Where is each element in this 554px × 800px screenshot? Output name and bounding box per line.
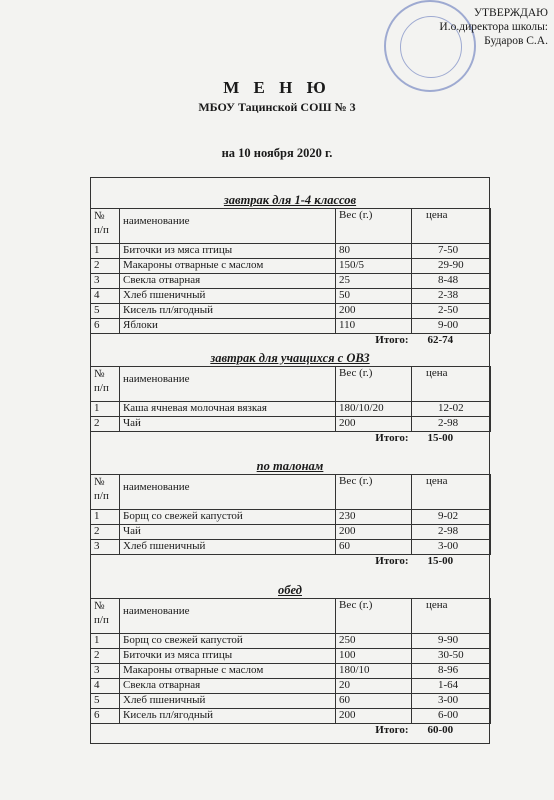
- row-price: 2-98: [412, 525, 491, 540]
- row-dish: Биточки из мяса птицы: [120, 244, 336, 259]
- row-dish: Чай: [120, 525, 336, 540]
- header-num-line: п/п: [94, 614, 109, 626]
- row-num: 2: [91, 417, 120, 432]
- header-price: цена: [412, 367, 491, 402]
- row-dish: Свекла отварная: [120, 274, 336, 289]
- header-name: наименование: [120, 209, 336, 244]
- row-dish: Яблоки: [120, 319, 336, 334]
- row-price: 9-90: [412, 634, 491, 649]
- header-num-line: п/п: [94, 224, 109, 236]
- table-row: [91, 289, 491, 304]
- row-weight: 60: [336, 540, 412, 555]
- row-num: 2: [91, 525, 120, 540]
- row-dish: Кисель пл/ягодный: [120, 304, 336, 319]
- menu-table: [90, 366, 491, 446]
- total-row: [91, 334, 491, 349]
- table-row: [91, 510, 491, 525]
- header-weight: Вес (г.): [336, 599, 412, 634]
- row-dish: Чай: [120, 417, 336, 432]
- table-row: [91, 244, 491, 259]
- row-num: 2: [91, 649, 120, 664]
- row-weight: 100: [336, 649, 412, 664]
- header-name: наименование: [120, 367, 336, 402]
- table-header-row: [91, 209, 491, 244]
- approval-block: [398, 6, 548, 48]
- header-num: [91, 367, 120, 402]
- row-weight: 110: [336, 319, 412, 334]
- row-price: 2-98: [412, 417, 491, 432]
- menu-date: на 10 ноября 2020 г.: [221, 146, 333, 160]
- table-row: [91, 274, 491, 289]
- section-title: обед: [278, 583, 302, 597]
- row-dish: Свекла отварная: [120, 679, 336, 694]
- row-price: 2-50: [412, 304, 491, 319]
- table-row: [91, 679, 491, 694]
- row-weight: 230: [336, 510, 412, 525]
- row-price: 12-02: [412, 402, 491, 417]
- total-label: Итого:: [91, 432, 412, 447]
- row-num: 6: [91, 319, 120, 334]
- total-label: Итого:: [91, 724, 412, 739]
- row-price: 9-02: [412, 510, 491, 525]
- row-dish: Борщ со свежей капустой: [120, 634, 336, 649]
- total-value: 62-74: [412, 334, 491, 349]
- row-weight: 200: [336, 525, 412, 540]
- table-row: [91, 540, 491, 555]
- section-title: по талонам: [256, 459, 324, 473]
- row-price: 8-48: [412, 274, 491, 289]
- page-title: М Е Н Ю: [223, 78, 331, 97]
- row-num: 2: [91, 259, 120, 274]
- table-row: [91, 664, 491, 679]
- header-weight: Вес (г.): [336, 475, 412, 510]
- row-weight: 180/10/20: [336, 402, 412, 417]
- table-header-row: [91, 475, 491, 510]
- approval-position: И.о.директора школы:: [439, 21, 548, 33]
- menu-table: [90, 208, 491, 348]
- row-num: 1: [91, 634, 120, 649]
- row-dish: Хлеб пшеничный: [120, 289, 336, 304]
- header-num-line: №: [94, 368, 105, 380]
- row-num: 6: [91, 709, 120, 724]
- row-weight: 180/10: [336, 664, 412, 679]
- row-dish: Хлеб пшеничный: [120, 694, 336, 709]
- menu-section: [90, 582, 490, 738]
- row-dish: Биточки из мяса птицы: [120, 649, 336, 664]
- header-num-line: п/п: [94, 382, 109, 394]
- approval-signer: Бударов С.А.: [484, 35, 548, 47]
- row-weight: 200: [336, 304, 412, 319]
- total-label: Итого:: [91, 334, 412, 349]
- header-num: [91, 475, 120, 510]
- table-row: [91, 319, 491, 334]
- header-num-line: №: [94, 210, 105, 222]
- row-weight: 60: [336, 694, 412, 709]
- row-dish: Хлеб пшеничный: [120, 540, 336, 555]
- table-row: [91, 649, 491, 664]
- row-weight: 250: [336, 634, 412, 649]
- header-num-line: №: [94, 476, 105, 488]
- menu-section: [90, 192, 490, 348]
- row-price: 6-00: [412, 709, 491, 724]
- header-num: [91, 599, 120, 634]
- table-header-row: [91, 599, 491, 634]
- row-price: 30-50: [412, 649, 491, 664]
- header-weight: Вес (г.): [336, 209, 412, 244]
- row-weight: 20: [336, 679, 412, 694]
- table-row: [91, 402, 491, 417]
- row-price: 1-64: [412, 679, 491, 694]
- row-dish: Макароны отварные с маслом: [120, 664, 336, 679]
- row-dish: Кисель пл/ягодный: [120, 709, 336, 724]
- total-row: [91, 432, 491, 447]
- table-row: [91, 694, 491, 709]
- row-price: 2-38: [412, 289, 491, 304]
- row-num: 4: [91, 289, 120, 304]
- approval-title: УТВЕРЖДАЮ: [473, 7, 548, 19]
- school-name: МБОУ Тацинской СОШ № 3: [198, 100, 356, 114]
- row-num: 3: [91, 274, 120, 289]
- row-num: 4: [91, 679, 120, 694]
- row-num: 5: [91, 694, 120, 709]
- table-row: [91, 709, 491, 724]
- row-price: 9-00: [412, 319, 491, 334]
- table-row: [91, 525, 491, 540]
- header-num: [91, 209, 120, 244]
- row-price: 8-96: [412, 664, 491, 679]
- table-row: [91, 417, 491, 432]
- menu-section: [90, 458, 490, 569]
- section-title: завтрак для 1-4 классов: [223, 193, 357, 207]
- header-price: цена: [412, 599, 491, 634]
- row-weight: 200: [336, 709, 412, 724]
- table-header-row: [91, 367, 491, 402]
- row-price: 7-50: [412, 244, 491, 259]
- table-row: [91, 304, 491, 319]
- row-num: 5: [91, 304, 120, 319]
- row-weight: 200: [336, 417, 412, 432]
- header-num-line: п/п: [94, 490, 109, 502]
- row-weight: 80: [336, 244, 412, 259]
- header-name: наименование: [120, 475, 336, 510]
- header-name: наименование: [120, 599, 336, 634]
- row-dish: Каша ячневая молочная вязкая: [120, 402, 336, 417]
- total-value: 15-00: [412, 555, 491, 570]
- row-weight: 25: [336, 274, 412, 289]
- row-price: 3-00: [412, 540, 491, 555]
- total-row: [91, 724, 491, 739]
- header-price: цена: [412, 475, 491, 510]
- total-value: 15-00: [412, 432, 491, 447]
- row-weight: 150/5: [336, 259, 412, 274]
- header-num-line: №: [94, 600, 105, 612]
- row-num: 3: [91, 664, 120, 679]
- row-weight: 50: [336, 289, 412, 304]
- row-price: 3-00: [412, 694, 491, 709]
- menu-section: [90, 350, 490, 446]
- row-num: 1: [91, 244, 120, 259]
- row-price: 29-90: [412, 259, 491, 274]
- row-dish: Борщ со свежей капустой: [120, 510, 336, 525]
- menu-table: [90, 598, 491, 738]
- menu-table: [90, 474, 491, 569]
- section-title: завтрак для учащихся с ОВЗ: [210, 351, 370, 365]
- table-row: [91, 259, 491, 274]
- header-price: цена: [412, 209, 491, 244]
- total-label: Итого:: [91, 555, 412, 570]
- row-num: 1: [91, 510, 120, 525]
- total-value: 60-00: [412, 724, 491, 739]
- row-num: 1: [91, 402, 120, 417]
- header-weight: Вес (г.): [336, 367, 412, 402]
- total-row: [91, 555, 491, 570]
- row-num: 3: [91, 540, 120, 555]
- row-dish: Макароны отварные с маслом: [120, 259, 336, 274]
- table-row: [91, 634, 491, 649]
